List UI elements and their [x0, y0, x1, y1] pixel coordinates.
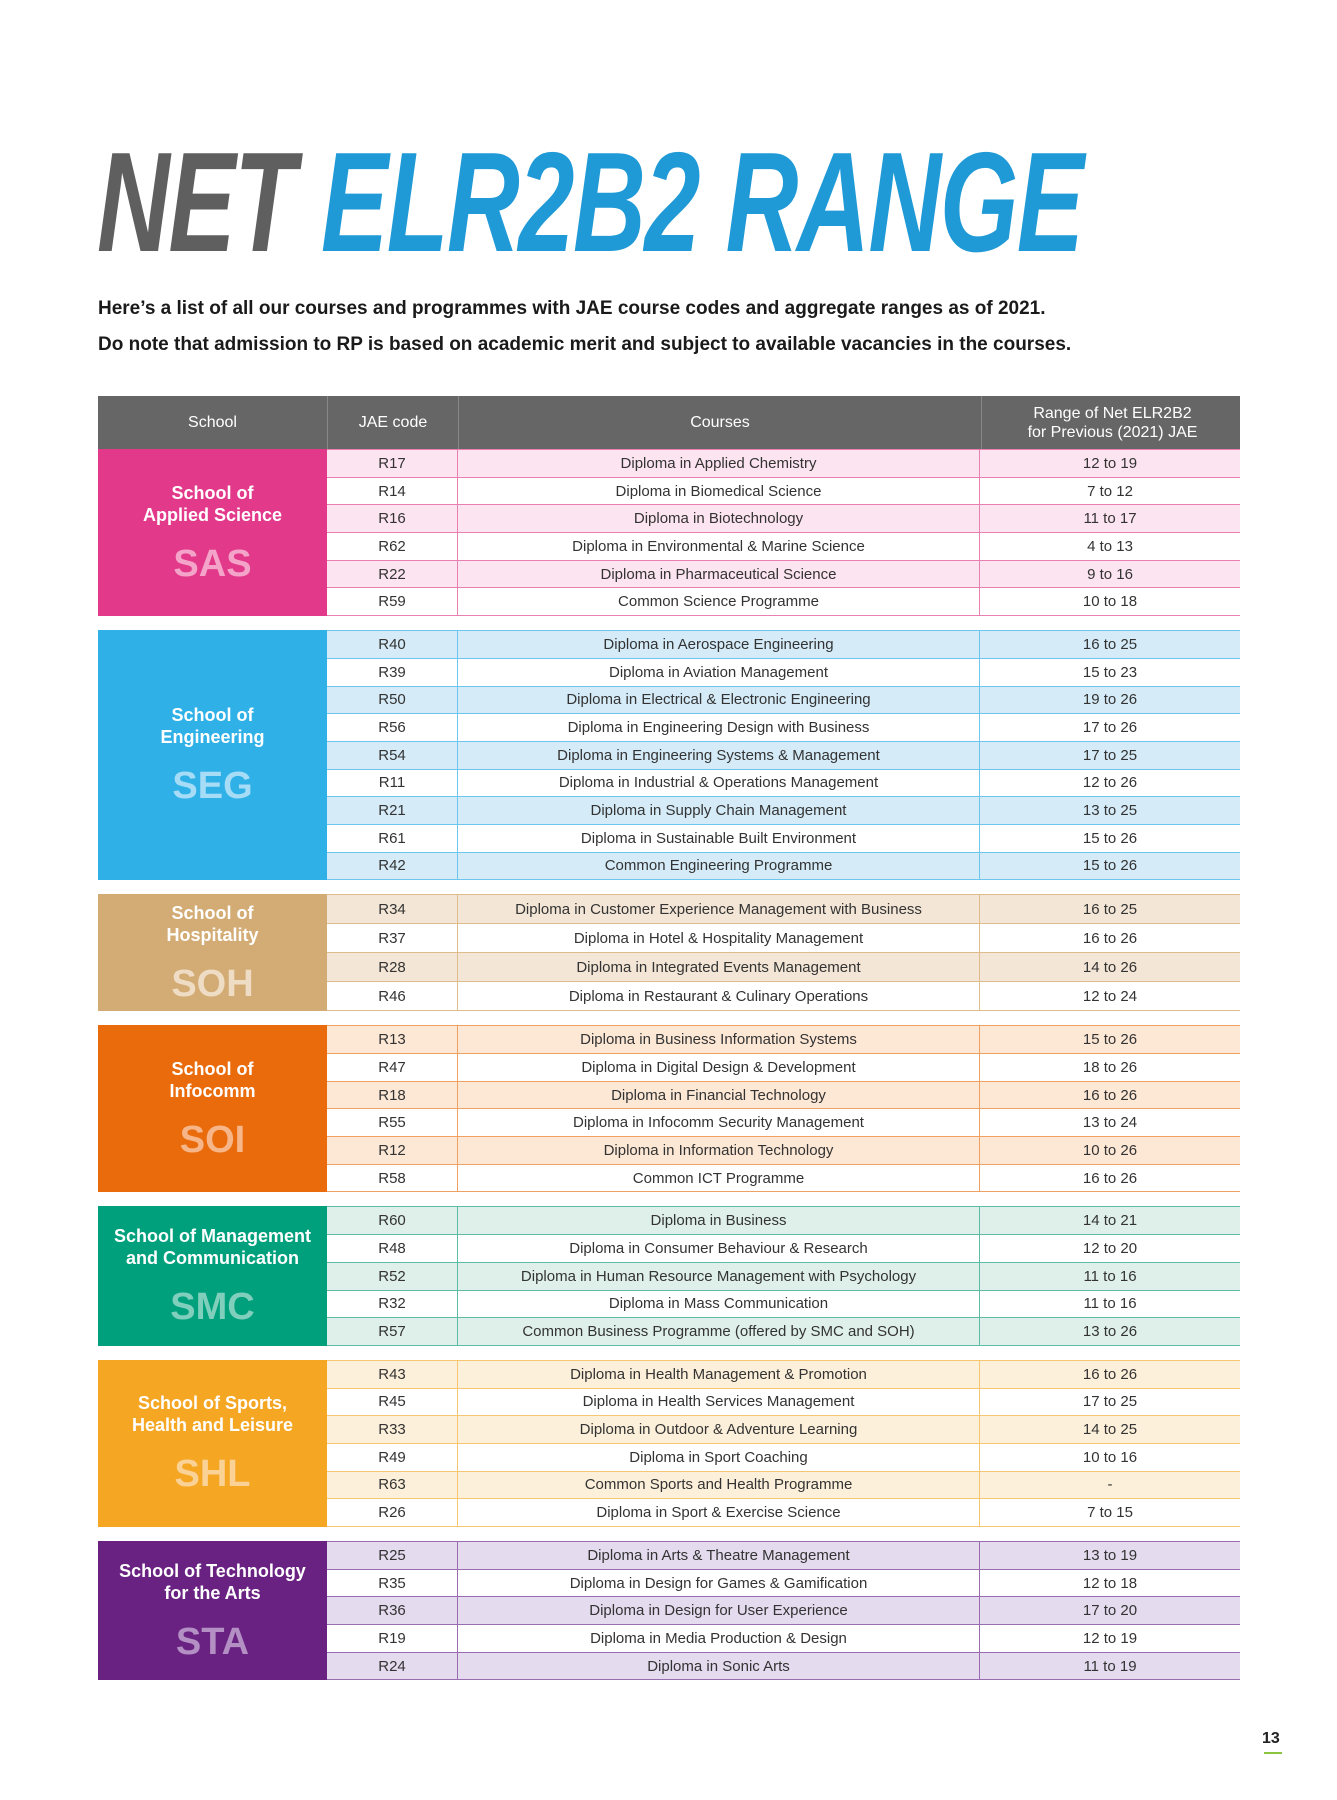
range: 16 to 26	[979, 924, 1240, 952]
header-school: School	[98, 396, 328, 449]
school-abbr: SMC	[170, 1286, 255, 1329]
course-name: Common Science Programme	[457, 588, 979, 615]
page-title	[97, 123, 1083, 282]
table-row	[327, 742, 1240, 770]
range: 12 to 19	[979, 450, 1240, 477]
course-name: Diploma in Pharmaceutical Science	[457, 561, 979, 588]
course-name: Common Engineering Programme	[457, 853, 979, 880]
table-row	[327, 1444, 1240, 1472]
course-name: Diploma in Supply Chain Management	[457, 797, 979, 824]
school-abbr: SAS	[173, 542, 252, 585]
course-name: Diploma in Biotechnology	[457, 505, 979, 532]
course-rows	[327, 449, 1240, 616]
table-row	[327, 1625, 1240, 1653]
table-row	[327, 1291, 1240, 1319]
course-name: Diploma in Health Management & Promotion	[457, 1361, 979, 1388]
range: 18 to 26	[979, 1054, 1240, 1081]
range: 7 to 12	[979, 478, 1240, 505]
range: 13 to 25	[979, 797, 1240, 824]
table-row	[327, 982, 1240, 1011]
table-row	[327, 825, 1240, 853]
course-rows	[327, 630, 1240, 880]
table-row	[327, 631, 1240, 659]
course-name: Diploma in Media Production & Design	[457, 1625, 979, 1652]
table-row	[327, 1389, 1240, 1417]
jae-code: R56	[378, 719, 406, 737]
jae-code: R12	[378, 1141, 406, 1159]
school-cell	[98, 1206, 327, 1345]
table-row	[327, 1597, 1240, 1625]
jae-code: R24	[378, 1657, 406, 1675]
table-row	[327, 1026, 1240, 1054]
jae-code: R26	[378, 1504, 406, 1522]
course-name: Diploma in Customer Experience Management with Business	[457, 895, 979, 923]
course-name: Diploma in Industrial & Operations Management	[457, 770, 979, 797]
jae-code: R52	[378, 1267, 406, 1285]
course-name: Diploma in Environmental & Marine Science	[457, 533, 979, 560]
range: 9 to 16	[979, 561, 1240, 588]
range: 17 to 20	[979, 1597, 1240, 1624]
school-name: School of Management	[113, 1226, 311, 1247]
table-row	[327, 714, 1240, 742]
range: 19 to 26	[979, 687, 1240, 714]
jae-code: R37	[378, 929, 406, 947]
jae-code: R59	[378, 593, 406, 611]
course-name: Common Business Programme (offered by SMC and SOH)	[457, 1318, 979, 1345]
jae-code: R47	[378, 1058, 406, 1076]
jae-code: R21	[378, 802, 406, 820]
course-name: Diploma in Infocomm Security Management	[457, 1109, 979, 1136]
course-name: Diploma in Health Services Management	[457, 1389, 979, 1416]
header-range	[982, 396, 1243, 449]
range: 14 to 25	[979, 1416, 1240, 1443]
range: 16 to 25	[979, 631, 1240, 658]
course-name: Diploma in Aerospace Engineering	[457, 631, 979, 658]
range: 15 to 23	[979, 659, 1240, 686]
intro-line-1: Here’s a list of all our courses and programmes with JAE course codes and aggregate ranges as of 2021.	[98, 298, 1046, 319]
jae-code: R55	[378, 1114, 406, 1132]
jae-code: R16	[378, 510, 406, 528]
table-row	[327, 953, 1240, 982]
range: 16 to 26	[979, 1165, 1240, 1192]
school-block-soh	[98, 894, 1240, 1011]
course-name: Diploma in Human Resource Management with Psychology	[457, 1263, 979, 1290]
course-name: Diploma in Outdoor & Adventure Learning	[457, 1416, 979, 1443]
jae-code: R14	[378, 482, 406, 500]
range: 16 to 26	[979, 1361, 1240, 1388]
header-range-line1: Range of Net ELR2B2	[1033, 404, 1192, 422]
table-row	[327, 1416, 1240, 1444]
page-number-underline	[1264, 1752, 1282, 1754]
courses-table	[98, 396, 1240, 1694]
school-cell	[98, 449, 327, 616]
page-number: 13	[1262, 1730, 1280, 1747]
range: 11 to 16	[979, 1291, 1240, 1318]
table-row	[327, 1082, 1240, 1110]
course-name: Diploma in Biomedical Science	[457, 478, 979, 505]
table-row	[327, 588, 1240, 616]
table-row	[327, 659, 1240, 687]
school-name: Hospitality	[166, 924, 259, 945]
range: 12 to 18	[979, 1570, 1240, 1597]
course-name: Diploma in Business	[457, 1207, 979, 1234]
course-name: Diploma in Arts & Theatre Management	[457, 1542, 979, 1569]
table-row	[327, 1165, 1240, 1193]
range: 15 to 26	[979, 1026, 1240, 1053]
school-abbr: SOI	[179, 1118, 246, 1161]
table-row	[327, 770, 1240, 798]
jae-code: R13	[378, 1031, 406, 1049]
table-row	[327, 853, 1240, 881]
school-name: School of	[171, 705, 254, 726]
range: 10 to 26	[979, 1137, 1240, 1164]
school-block-shl	[98, 1360, 1240, 1527]
range: 11 to 16	[979, 1263, 1240, 1290]
school-name: Health and Leisure	[131, 1415, 294, 1436]
course-name: Diploma in Design for User Experience	[457, 1597, 979, 1624]
jae-code: R11	[378, 774, 406, 792]
jae-code: R49	[378, 1448, 406, 1466]
jae-code: R17	[378, 454, 406, 472]
table-row	[327, 1653, 1240, 1681]
school-abbr: STA	[175, 1620, 250, 1663]
table-row	[327, 478, 1240, 506]
school-name: School of	[171, 482, 254, 503]
school-block-sta	[98, 1541, 1240, 1680]
jae-code: R42	[378, 857, 406, 875]
course-name: Diploma in Sonic Arts	[457, 1653, 979, 1680]
jae-code: R50	[378, 691, 406, 709]
jae-code: R34	[378, 900, 406, 918]
school-cell	[98, 630, 327, 880]
jae-code: R43	[378, 1365, 406, 1383]
jae-code: R46	[378, 987, 406, 1005]
school-name: for the Arts	[164, 1582, 261, 1603]
range: 12 to 20	[979, 1235, 1240, 1262]
jae-code: R28	[378, 958, 406, 976]
jae-code: R62	[378, 537, 406, 555]
school-cell	[98, 1541, 327, 1680]
jae-code: R57	[378, 1323, 406, 1341]
range: 11 to 17	[979, 505, 1240, 532]
course-name: Diploma in Hotel & Hospitality Management	[457, 924, 979, 952]
course-name: Diploma in Digital Design & Development	[457, 1054, 979, 1081]
range: 14 to 26	[979, 953, 1240, 981]
course-rows	[327, 1541, 1240, 1680]
table-row	[327, 1361, 1240, 1389]
table-row	[327, 1207, 1240, 1235]
jae-code: R18	[378, 1086, 406, 1104]
school-name: School of Technology	[119, 1560, 306, 1581]
school-name: School of	[171, 1058, 254, 1079]
header-range-line2: for Previous (2021) JAE	[1027, 423, 1198, 441]
course-name: Diploma in Sport & Exercise Science	[457, 1499, 979, 1526]
course-rows	[327, 1025, 1240, 1192]
table-row	[327, 1054, 1240, 1082]
jae-code: R22	[378, 565, 406, 583]
school-name: Applied Science	[142, 504, 283, 525]
jae-code: R36	[378, 1602, 406, 1620]
table-row	[327, 450, 1240, 478]
table-row	[327, 533, 1240, 561]
school-abbr: SEG	[172, 765, 253, 808]
jae-code: R33	[378, 1421, 406, 1439]
table-row	[327, 1109, 1240, 1137]
school-name: School of Sports,	[137, 1393, 287, 1414]
course-name: Diploma in Restaurant & Culinary Operations	[457, 982, 979, 1010]
range: 14 to 21	[979, 1207, 1240, 1234]
table-row	[327, 1542, 1240, 1570]
jae-code: R19	[378, 1629, 406, 1647]
course-name: Diploma in Business Information Systems	[457, 1026, 979, 1053]
range: 11 to 19	[979, 1653, 1240, 1680]
school-name: School of	[171, 902, 254, 923]
course-rows	[327, 1360, 1240, 1527]
school-cell	[98, 1360, 327, 1527]
title-range: ELR2B2 RANGE	[320, 123, 1083, 282]
course-name: Diploma in Sustainable Built Environment	[457, 825, 979, 852]
header-courses: Courses	[459, 396, 982, 449]
jae-code: R54	[378, 746, 406, 764]
range: 15 to 26	[979, 825, 1240, 852]
school-name: Infocomm	[169, 1080, 256, 1101]
range: 12 to 24	[979, 982, 1240, 1010]
range: 16 to 26	[979, 1082, 1240, 1109]
table-row	[327, 1570, 1240, 1598]
table-row	[327, 797, 1240, 825]
range: 10 to 18	[979, 588, 1240, 615]
range: 7 to 15	[979, 1499, 1240, 1526]
table-row	[327, 561, 1240, 589]
course-name: Diploma in Design for Games & Gamification	[457, 1570, 979, 1597]
course-name: Diploma in Information Technology	[457, 1137, 979, 1164]
range: 13 to 24	[979, 1109, 1240, 1136]
school-block-seg	[98, 630, 1240, 880]
intro-line-2: Do note that admission to RP is based on academic merit and subject to available vacancies in the courses.	[98, 334, 1072, 355]
course-rows	[327, 894, 1240, 1011]
table-row	[327, 1499, 1240, 1527]
range: 16 to 25	[979, 895, 1240, 923]
jae-code: R32	[378, 1295, 406, 1313]
course-name: Diploma in Mass Communication	[457, 1291, 979, 1318]
course-name: Common ICT Programme	[457, 1165, 979, 1192]
school-name: Engineering	[160, 727, 265, 748]
range: 13 to 26	[979, 1318, 1240, 1345]
course-name: Diploma in Consumer Behaviour & Research	[457, 1235, 979, 1262]
range: -	[979, 1472, 1240, 1499]
table-header	[98, 396, 1240, 449]
header-jae-code: JAE code	[328, 396, 459, 449]
school-cell	[98, 1025, 327, 1192]
course-name: Diploma in Applied Chemistry	[457, 450, 979, 477]
course-name: Diploma in Engineering Systems & Management	[457, 742, 979, 769]
table-row	[327, 895, 1240, 924]
jae-code: R58	[378, 1169, 406, 1187]
range: 17 to 25	[979, 742, 1240, 769]
school-block-smc	[98, 1206, 1240, 1345]
school-name: and Communication	[125, 1248, 299, 1269]
table-row	[327, 1137, 1240, 1165]
course-name: Diploma in Electrical & Electronic Engineering	[457, 687, 979, 714]
school-abbr: SOH	[171, 962, 254, 1005]
range: 17 to 26	[979, 714, 1240, 741]
table-row	[327, 1472, 1240, 1500]
table-row	[327, 687, 1240, 715]
table-row	[327, 1263, 1240, 1291]
range: 13 to 19	[979, 1542, 1240, 1569]
school-cell	[98, 894, 327, 1011]
table-row	[327, 505, 1240, 533]
school-blocks	[98, 449, 1240, 1680]
range: 12 to 19	[979, 1625, 1240, 1652]
jae-code: R35	[378, 1574, 406, 1592]
range: 10 to 16	[979, 1444, 1240, 1471]
school-block-sas	[98, 449, 1240, 616]
range: 15 to 26	[979, 853, 1240, 880]
jae-code: R25	[378, 1546, 406, 1564]
jae-code: R40	[378, 635, 406, 653]
course-name: Diploma in Sport Coaching	[457, 1444, 979, 1471]
jae-code: R48	[378, 1239, 406, 1257]
course-name: Diploma in Aviation Management	[457, 659, 979, 686]
range: 4 to 13	[979, 533, 1240, 560]
school-abbr: SHL	[174, 1453, 251, 1496]
jae-code: R61	[378, 829, 406, 847]
jae-code: R39	[378, 663, 406, 681]
table-row	[327, 1235, 1240, 1263]
range: 12 to 26	[979, 770, 1240, 797]
jae-code: R63	[378, 1476, 406, 1494]
jae-code: R60	[378, 1212, 406, 1230]
course-name: Diploma in Engineering Design with Business	[457, 714, 979, 741]
course-rows	[327, 1206, 1240, 1345]
table-row	[327, 1318, 1240, 1346]
course-name: Diploma in Integrated Events Management	[457, 953, 979, 981]
table-row	[327, 924, 1240, 953]
title-net: NET	[97, 123, 295, 282]
course-name: Diploma in Financial Technology	[457, 1082, 979, 1109]
range: 17 to 25	[979, 1389, 1240, 1416]
course-name: Common Sports and Health Programme	[457, 1472, 979, 1499]
school-block-soi	[98, 1025, 1240, 1192]
jae-code: R45	[378, 1393, 406, 1411]
